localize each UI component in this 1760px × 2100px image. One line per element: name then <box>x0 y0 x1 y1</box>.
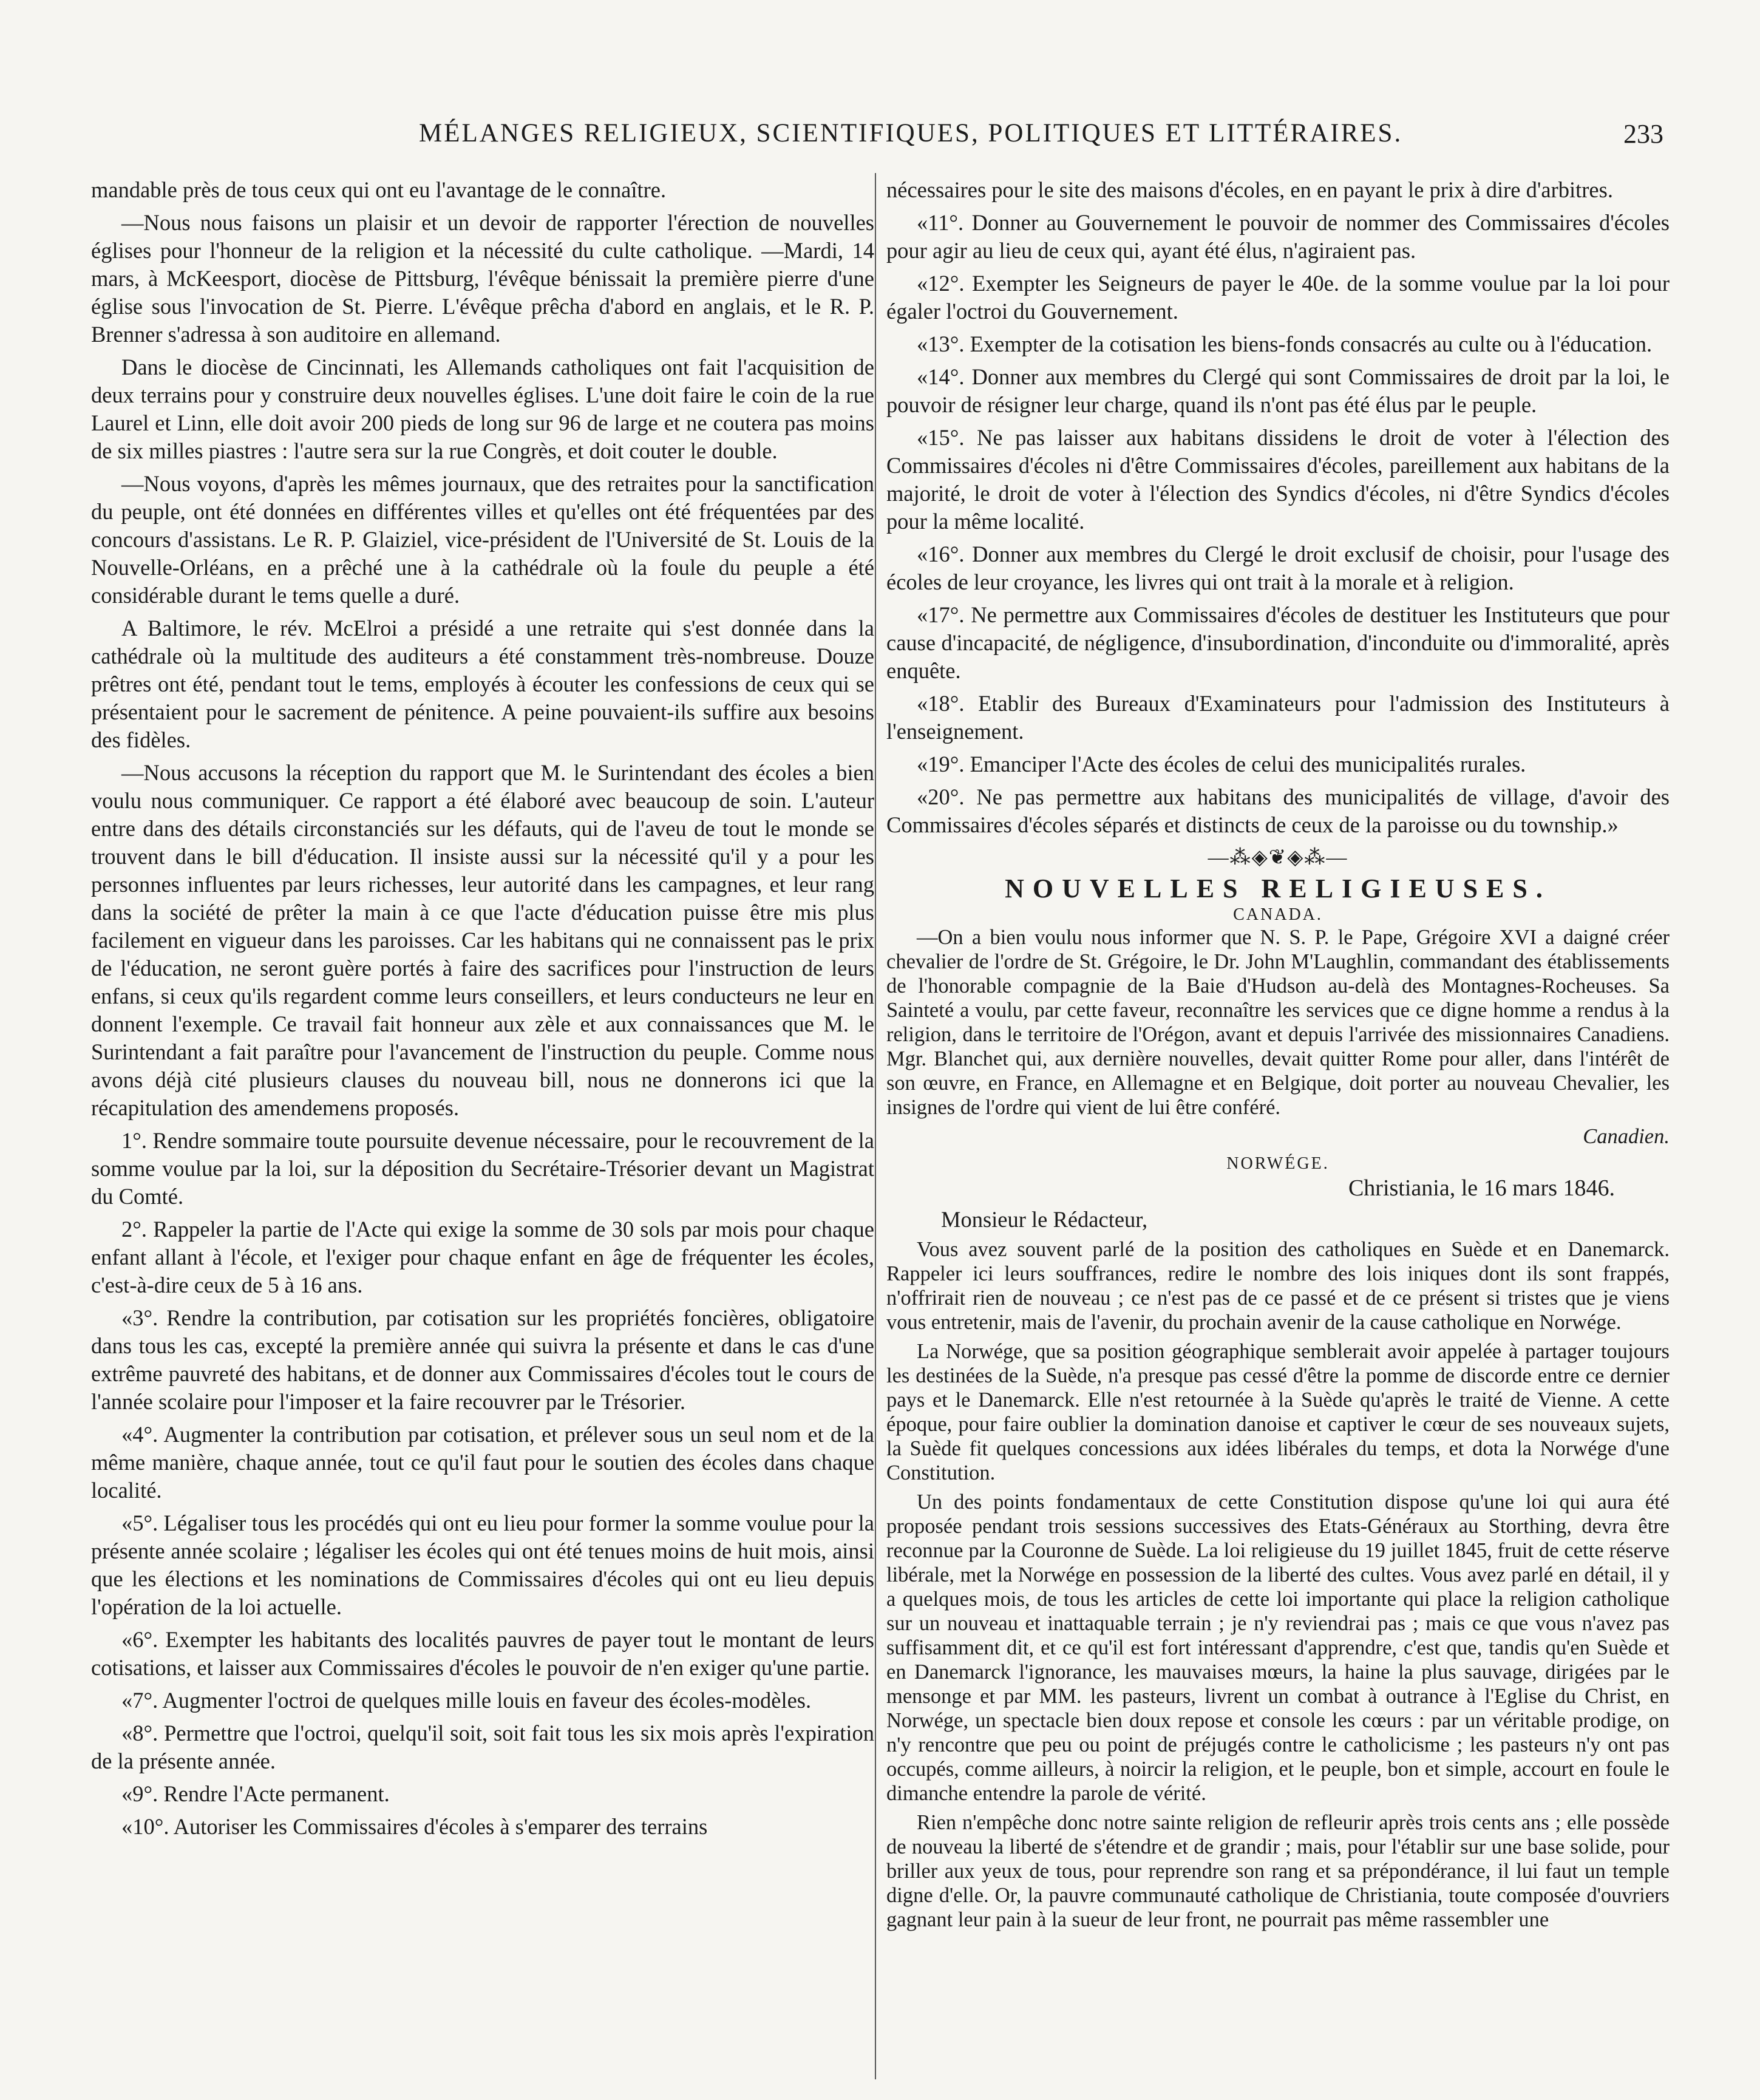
amendment-item: «7°. Augmenter l'octroi de quelques mille louis en faveur des écoles-modèles. <box>121 1688 812 1713</box>
left-column <box>91 176 874 2076</box>
article-paragraph: Dans le diocèse de Cincinnati, les Allemands catholiques ont fait l'acquisition de deux terrains pour y construire deux nouvelles églises. L'une doit faire le coin de la rue Laurel et Linn, elle doit avoir 200 pieds de long sur 96 de large et ne coutera pas moins de six milles piastres : l'autre sera sur la rue Congrès, et doit couter le double. <box>91 355 874 463</box>
news-paragraph: —On a bien voulu nous informer que N. S. P. le Pape, Grégoire XVI a daigné créer chevalier de l'ordre de St. Grégoire, le Dr. John M'Laughlin, commandant des établissements de l'honorable compagnie de la Baie d'Hudson au-delà des Montagnes-Rocheuses. Sa Sainteté a voulu, par cette faveur, reconnaître les services que ce digne homme a rendus à la religion, dans le territoire de l'Orégon, avant et depuis l'arrivée des missionnaires Canadiens. Mgr. Blanchet qui, aux dernière nouvelles, devait quitter Rome pour aller, dans l'intérêt de son œuvre, en France, en Allemagne et en Belgique, doit porter au nouveau Chevalier, les insignes de l'ordre qui vient de lui être conféré. <box>886 926 1670 1119</box>
amendment-item: nécessaires pour le site des maisons d'écoles, en en payant le prix à dire d'arbitres. <box>886 177 1613 202</box>
news-source: Canadien. <box>1583 1125 1670 1148</box>
article-paragraph: —Nous accusons la réception du rapport que M. le Surintendant des écoles a bien voulu nous communiquer. Ce rapport a été élaboré avec beaucoup de soin. L'auteur entre dans des détails circonstanciés sur les défauts, qui de l'aveu de tout le monde se trouvent dans le bill d'éducation. Il insiste aussi sur la nécessité qu'il y a pour les personnes influentes par leurs richesses, leur autorité dans les campagnes, et leur rang dans la société de prêter la main à ce que l'acte d'éducation puisse être mis plus facilement en vigueur dans les paroisses. Car les habitans qui ne connaissent pas le prix de l'éducation, ne seront guère portés à faire des sacrifices pour l'instruction de leurs enfans, si ceux qu'ils regardent comme leurs conseillers, et leurs conducteurs ne leur en donnent l'exemple. Ce travail fait honneur aux zèle et aux connaissances que M. le Surintendant a fait paraître pour l'avancement de l'instruction du peuple. Comme nous avons déjà cité plusieurs clauses du nouveau bill, nous ne donnerons ici que la récapitulation des amendemens proposés. <box>91 760 874 1120</box>
page-header <box>91 118 1663 161</box>
section-title: NOUVELLES RELIGIEUSES. <box>1005 874 1551 903</box>
amendment-item: «12°. Exempter les Seigneurs de payer le 40e. de la somme voulue par la loi pour égaler l'octroi du Gouvernement. <box>886 271 1670 324</box>
amendment-item: «17°. Ne permettre aux Commissaires d'écoles de destituer les Instituteurs que pour cause d'incapacité, de négligence, d'insubordination, d'inconduite ou d'immoralité, après enquête. <box>886 602 1670 683</box>
right-column <box>886 176 1670 2076</box>
amendment-item: «11°. Donner au Gouvernement le pouvoir de nommer des Commissaires d'écoles pour agir au lieu de ceux qui, ayant été élus, n'agiraient pas. <box>886 210 1670 263</box>
news-paragraph: Vous avez souvent parlé de la position des catholiques en Suède et en Danemarck. Rappeler ici leurs souffrances, redire le nombre des lois iniques dont ils sont frappés, n'offrirait rien de nouveau ; ce n'est pas de ce passé et de ce présent si tristes que je viens vous entretenir, mais de l'avenir, du prochain avenir de la cause catholique en Norwége. <box>886 1238 1670 1334</box>
salutation: Monsieur le Rédacteur, <box>941 1207 1148 1232</box>
amendment-item: 1°. Rendre sommaire toute poursuite devenue nécessaire, pour le recouvrement de la somme voulue par la loi, sur la déposition du Secrétaire-Trésorier devant un Magistrat du Comté. <box>91 1128 874 1209</box>
ornament-divider: —⁂◈❦◈⁂— <box>1208 846 1348 869</box>
amendment-item: «20°. Ne pas permettre aux habitans des municipalités de village, d'avoir des Commissaires d'écoles séparés et distincts de ceux de la paroisse ou du township.» <box>886 784 1670 837</box>
page-number: 233 <box>1623 119 1663 149</box>
news-paragraph: La Norwége, que sa position géographique semblerait avoir appelée à partager toujours les destinées de la Suède, n'a presque pas cessé d'être la pomme de discorde entre ce dernier pays et le Danemarck. Elle n'est retournée à la Suède qu'après le traité de Vienne. A cette époque, pour faire oublier la domination danoise et captiver le cœur de ses nouveaux sujets, la Suède fit quelques concessions aux idées libérales du temps, et dota la Norwége d'une Constitution. <box>886 1340 1670 1484</box>
amendment-item: «9°. Rendre l'Acte permanent. <box>121 1781 390 1806</box>
subhead-canada: CANADA. <box>1233 905 1323 924</box>
amendment-item: 2°. Rappeler la partie de l'Acte qui exige la somme de 30 sols par mois pour chaque enfant allant à l'école, et l'exiger pour chaque enfant en âge de fréquenter les écoles, c'est-à-dire ceux de 5 à 16 ans. <box>91 1217 874 1297</box>
amendment-item: «4°. Augmenter la contribution par cotisation, et prélever sous un seul nom et de la même manière, chaque année, tout ce qu'il faut pour le soutien des écoles dans chaque localité. <box>91 1422 874 1503</box>
amendment-item: «5°. Légaliser tous les procédés qui ont eu lieu pour former la somme voulue pour la présente année scolaire ; légaliser les écoles qui ont été tenues moins de huit mois, ainsi que les élections et les nominations de Commissaires d'écoles qui ont eu lieu depuis l'opération de la loi actuelle. <box>91 1510 874 1619</box>
amendment-item: «14°. Donner aux membres du Clergé qui sont Commissaires de droit par la loi, le pouvoir de résigner leur charge, quand ils n'ont pas été élus par le peuple. <box>886 364 1670 417</box>
dateline: Christiania, le 16 mars 1846. <box>1348 1175 1615 1201</box>
amendment-item: «16°. Donner aux membres du Clergé le droit exclusif de choisir, pour l'usage des écoles de leur croyance, les livres qui ont trait à la morale et à religion. <box>886 542 1670 594</box>
article-paragraph: —Nous voyons, d'après les mêmes journaux, que des retraites pour la sanctification du peuple, ont été données en différentes villes et qu'elles ont été fréquentées par des concours d'assistans. Le R. P. Glaiziel, vice-président de l'Université de St. Louis de la Nouvelle-Orléans, en a prêché une à la cathédrale où la foule du peuple a été considérable durant le tems quelle a duré. <box>91 471 874 608</box>
amendment-item: «10°. Autoriser les Commissaires d'écoles à s'emparer des terrains <box>121 1814 708 1839</box>
amendment-item: «8°. Permettre que l'octroi, quelqu'il soit, soit fait tous les six mois après l'expiration de la présente année. <box>91 1721 874 1773</box>
news-canada <box>886 925 1670 1149</box>
amendment-item: «3°. Rendre la contribution, par cotisation sur les propriétés foncières, obligatoire dans tous les cas, excepté la première année qui suivra la présente et dans le cas d'une extrême pauvreté des habitans, et de donner aux Commissaires d'écoles tout le cours de l'année scolaire pour l'imposer et la faire recouvrer par le Trésorier. <box>91 1305 874 1414</box>
amendment-item: «19°. Emanciper l'Acte des écoles de celui des municipalités rurales. <box>917 752 1526 776</box>
news-paragraph: Un des points fondamentaux de cette Constitution dispose qu'une loi qui aura été proposée pendant trois sessions successives des Etats-Généraux au Storthing, devra être reconnue par la Couronne de Suède. La loi religieuse du 19 juillet 1845, fruit de cette réserve libérale, met la Norwége en possession de la liberté des cultes. Vous avez parlé en détail, il y a quelques mois, de tous les articles de cette loi importante qui place la religion catholique sur un nouveau et inattaquable terrain ; je n'y reviendrai pas ; mais ce que vous n'avez pas suffisamment dit, et ce qu'il est fort intéressant d'apprendre, c'est que, tandis qu'en Suède et en Danemarck l'ignorance, les mauvaises mœurs, la haine la plus sauvage, dirigées par le mensonge et par MM. les pasteurs, livrent un combat à outrance à l'Eglise du Christ, en Norwége, un spectacle bien doux repose et console les cœurs : par un véritable prodige, on n'y rencontre que peu ou point de préjugés contre le catholicisme ; les pasteurs n'y ont pas occupés, comme ailleurs, à noircir la religion, et le peuple, bon et simple, accourt en foule le dimanche entendre la parole de vérité. <box>886 1490 1670 1805</box>
running-title: MÉLANGES RELIGIEUX, SCIENTIFIQUES, POLITIQUES ET LITTÉRAIRES. <box>419 119 1403 148</box>
article-paragraph: mandable près de tous ceux qui ont eu l'avantage de le connaître. <box>91 177 667 202</box>
article-paragraph: A Baltimore, le rév. McElroi a présidé a une retraite qui s'est donnée dans la cathédrale où la multitude des auditeurs a été constamment très-nombreuse. Douze prêtres ont été, pendant tout le tems, employés à écouter les confessions de ceux qui se présentaient pour le sacrement de pénitence. A peine pouvaient-ils suffire aux besoins des fidèles. <box>91 616 874 752</box>
amendment-item: «6°. Exempter les habitants des localités pauvres de payer tout le montant de leurs cotisations, et laisser aux Commissaires d'écoles le pouvoir de n'en exiger qu'une partie. <box>91 1627 874 1680</box>
amendment-item: «13°. Exempter de la cotisation les biens-fonds consacrés au culte ou à l'éducation. <box>917 331 1653 356</box>
news-norway <box>886 1237 1670 1932</box>
article-paragraph: —Nous nous faisons un plaisir et un devoir de rapporter l'érection de nouvelles églises pour l'honneur de la religion et la nécessité du culte catholique. —Mardi, 14 mars, à McKeesport, diocèse de Pittsburg, l'évêque bénissait la première pierre d'une église sous l'invocation de St. Pierre. L'évêque prêcha d'abord en anglais, et le R. P. Brenner s'adressa à son auditoire en allemand. <box>91 210 874 347</box>
news-paragraph: Rien n'empêche donc notre sainte religion de refleurir après trois cents ans ; elle possède de nouveau la liberté de s'étendre et de grandir ; mais, pour l'établir sur une base solide, pour briller aux yeux de tous, pour reprendre son rang et sa prépondérance, il lui faut un temple digne d'elle. Or, la pauvre communauté catholique de Christiania, toute composée d'ouvriers gagnant leur pain à la sueur de leur front, ne pourrait pas même rassembler une <box>886 1811 1670 1931</box>
column-divider <box>875 173 876 2079</box>
amendment-item: «18°. Etablir des Bureaux d'Examinateurs pour l'admission des Instituteurs à l'enseignement. <box>886 691 1670 744</box>
amendment-item: «15°. Ne pas laisser aux habitans dissidens le droit de voter à l'élection des Commissaires d'écoles ni d'être Commissaires d'écoles, pareillement aux habitans de la majorité, le droit de voter à l'élection des Syndics d'écoles, ni d'être Syndics d'écoles pour la même localité. <box>886 425 1670 534</box>
subhead-norway: NORWÉGE. <box>1226 1154 1330 1173</box>
